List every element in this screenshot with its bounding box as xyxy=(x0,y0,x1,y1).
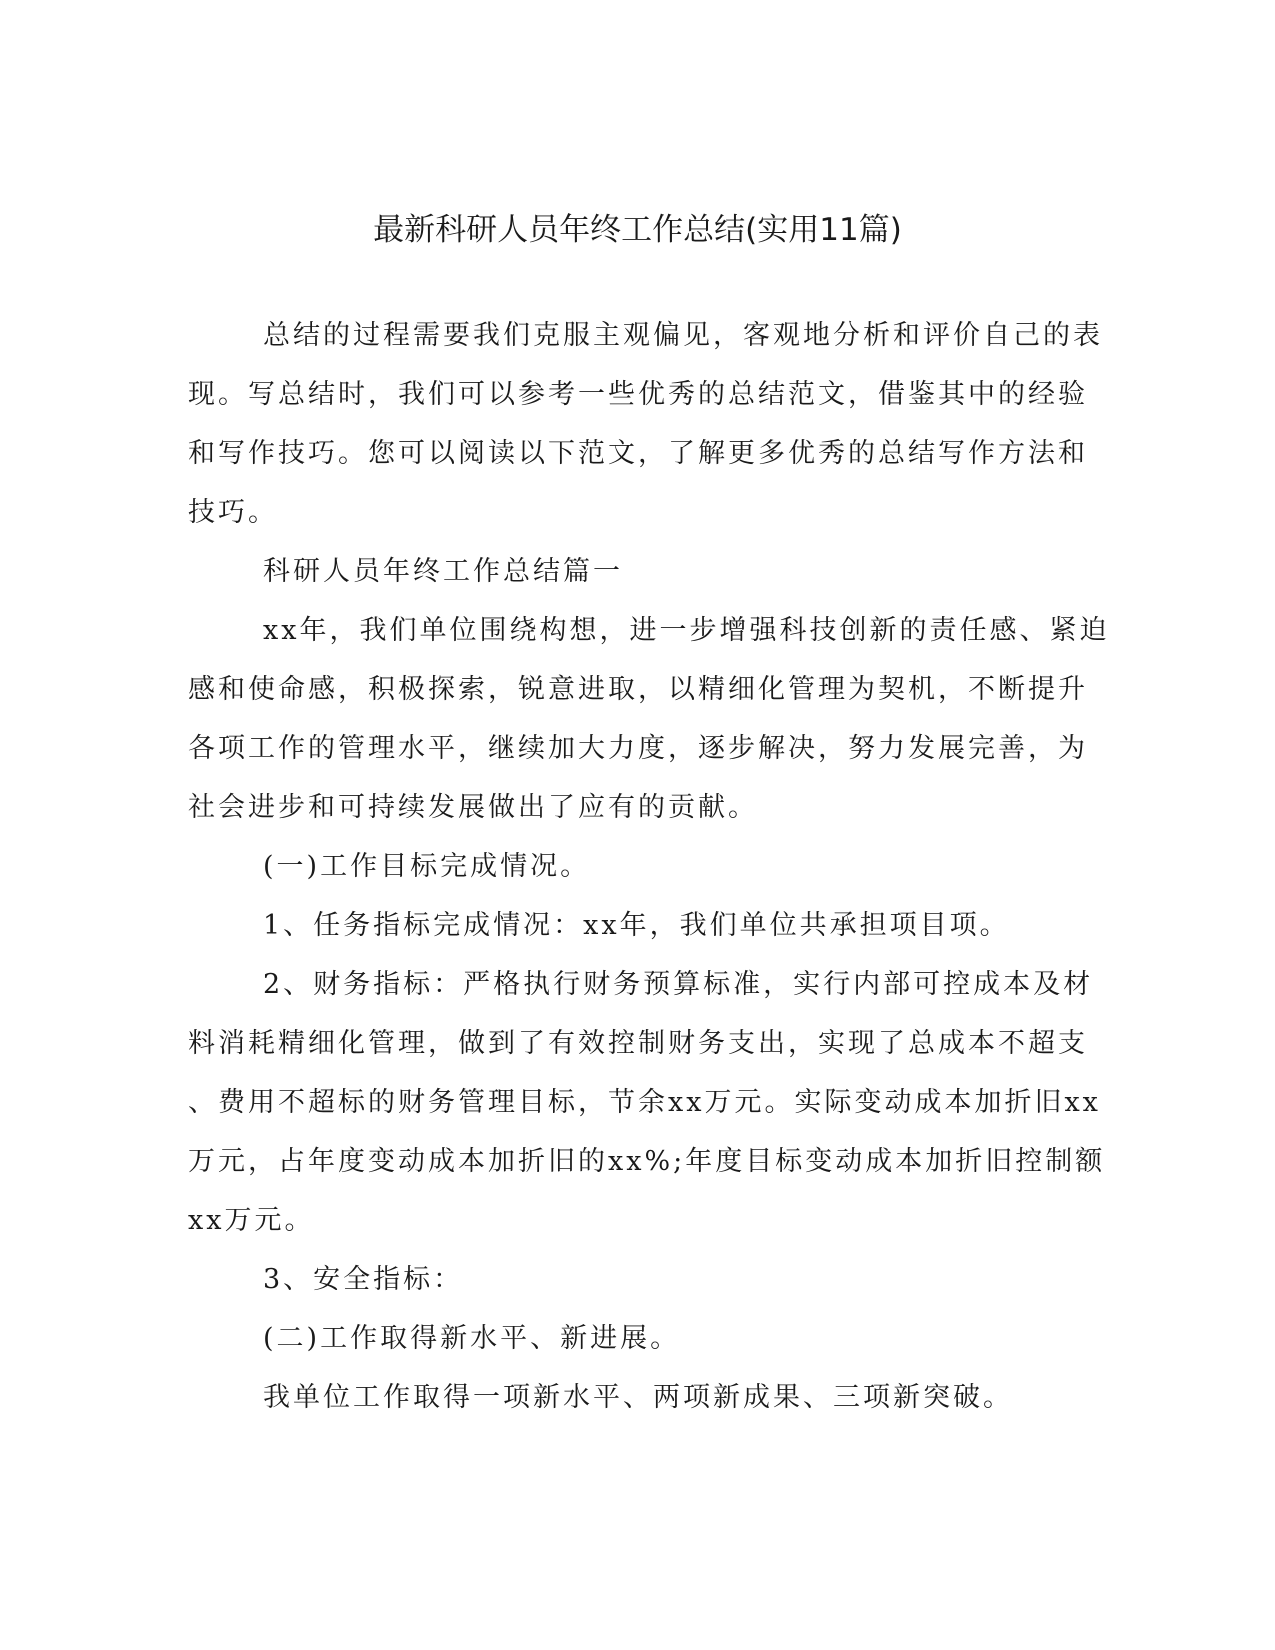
list-item: 1、任务指标完成情况：xx年，我们单位共承担项目项。 xyxy=(263,910,1010,941)
list-item: 2、财务指标：严格执行财务预算标准，实行内部可控成本及材 xyxy=(263,969,1094,1000)
paragraph-line: 总结的过程需要我们克服主观偏见，客观地分析和评价自己的表 xyxy=(263,320,1103,351)
document-title: 最新科研人员年终工作总结(实用11篇) xyxy=(373,212,902,248)
paragraph-line: 、费用不超标的财务管理目标，节余xx万元。实际变动成本加折旧xx xyxy=(188,1087,1101,1118)
subsection-heading: (一)工作目标完成情况。 xyxy=(263,851,591,882)
paragraph-line: 我单位工作取得一项新水平、两项新成果、三项新突破。 xyxy=(263,1382,1013,1413)
paragraph-line: 和写作技巧。您可以阅读以下范文，了解更多优秀的总结写作方法和 xyxy=(188,438,1088,469)
paragraph-line: 感和使命感，积极探索，锐意进取，以精细化管理为契机，不断提升 xyxy=(188,674,1088,705)
paragraph-line: 各项工作的管理水平，继续加大力度，逐步解决，努力发展完善，为 xyxy=(188,733,1088,764)
section-heading: 科研人员年终工作总结篇一 xyxy=(263,556,623,587)
paragraph-line: xx年，我们单位围绕构想，进一步增强科技创新的责任感、紧迫 xyxy=(263,615,1110,646)
subsection-heading: (二)工作取得新水平、新进展。 xyxy=(263,1323,681,1354)
paragraph-line: 现。写总结时，我们可以参考一些优秀的总结范文，借鉴其中的经验 xyxy=(188,379,1088,410)
paragraph-line: 万元，占年度变动成本加折旧的xx%;年度目标变动成本加折旧控制额 xyxy=(188,1146,1106,1177)
paragraph-line: xx万元。 xyxy=(188,1205,315,1236)
list-item: 3、安全指标： xyxy=(263,1264,464,1295)
paragraph-line: 社会进步和可持续发展做出了应有的贡献。 xyxy=(188,792,758,823)
paragraph-line: 技巧。 xyxy=(188,497,278,528)
paragraph-line: 料消耗精细化管理，做到了有效控制财务支出，实现了总成本不超支 xyxy=(188,1028,1088,1059)
